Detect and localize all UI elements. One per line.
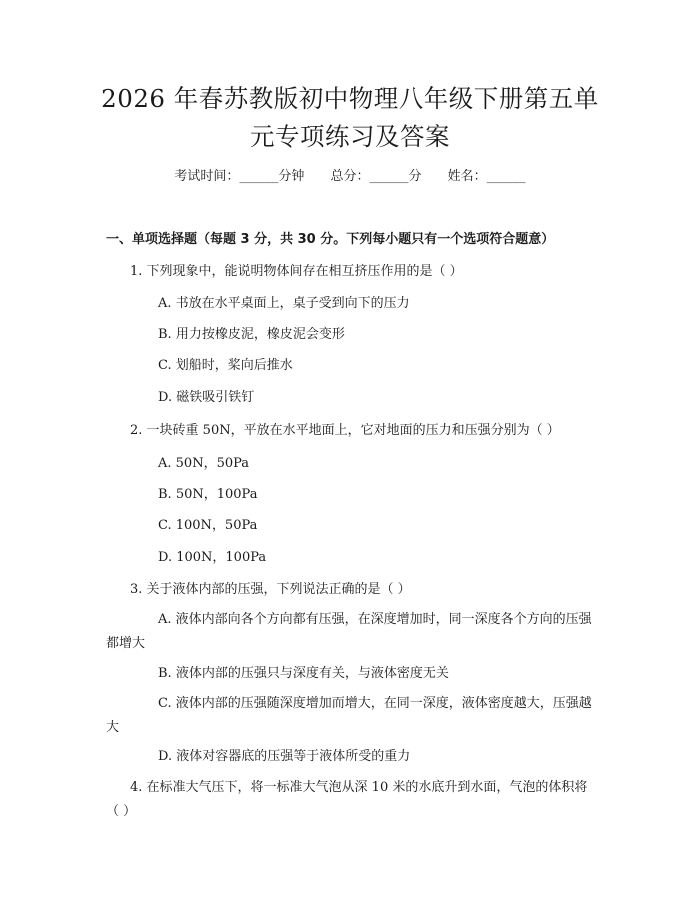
- question-3-option-d: D. 液体对容器底的压强等于液体所受的重力: [158, 749, 411, 764]
- question-1-option-d: D. 磁铁吸引铁钉: [158, 390, 255, 405]
- total-score-field: 总分：______分: [330, 169, 422, 184]
- question-1-option-a: A. 书放在水平桌面上，桌子受到向下的压力: [158, 296, 410, 311]
- exam-time-field: 考试时间：______分钟: [174, 169, 305, 184]
- question-1-option-c: C. 划船时，桨向后推水: [158, 358, 293, 373]
- question-3-option-c: C. 液体内部的压强随深度增加而增大，在同一深度，液体密度越大，压强越大: [106, 696, 592, 735]
- question-stem-4: 4. 在标准大气压下，将一标准大气泡从深 10 米的水底升到水面，气泡的体积将（ ）: [106, 780, 588, 819]
- exam-meta: [0, 167, 700, 187]
- title-line-2: 元专项练习及答案: [250, 122, 450, 151]
- question-1-option-b: B. 用力按橡皮泥，橡皮泥会变形: [158, 327, 345, 342]
- question-stem-3: 3. 关于液体内部的压强，下列说法正确的是（ ）: [130, 582, 411, 597]
- question-2-option-c: C. 100N，50Pa: [158, 518, 258, 533]
- question-stem-1: 1. 下列现象中，能说明物体间存在相互挤压作用的是（ ）: [130, 264, 463, 279]
- section-heading: 一、单项选择题（每题 3 分，共 30 分。下列每小题只有一个选项符合题意）: [106, 232, 555, 247]
- question-2-option-a: A. 50N，50Pa: [158, 456, 250, 471]
- title-line-1: 2026 年春苏教版初中物理八年级下册第五单: [101, 84, 599, 113]
- question-2-option-b: B. 50N，100Pa: [158, 487, 258, 502]
- student-name-field: 姓名：______: [447, 169, 526, 184]
- question-3-option-a: A. 液体内部向各个方向都有压强，在深度增加时，同一深度各个方向的压强都增大: [106, 612, 592, 651]
- question-stem-2: 2. 一块砖重 50N，平放在水平地面上，它对地面的压力和压强分别为（ ）: [130, 423, 560, 438]
- question-2-option-d: D. 100N，100Pa: [158, 550, 267, 565]
- document-title: [60, 80, 640, 156]
- question-3-option-b: B. 液体内部的压强只与深度有关，与液体密度无关: [158, 666, 449, 681]
